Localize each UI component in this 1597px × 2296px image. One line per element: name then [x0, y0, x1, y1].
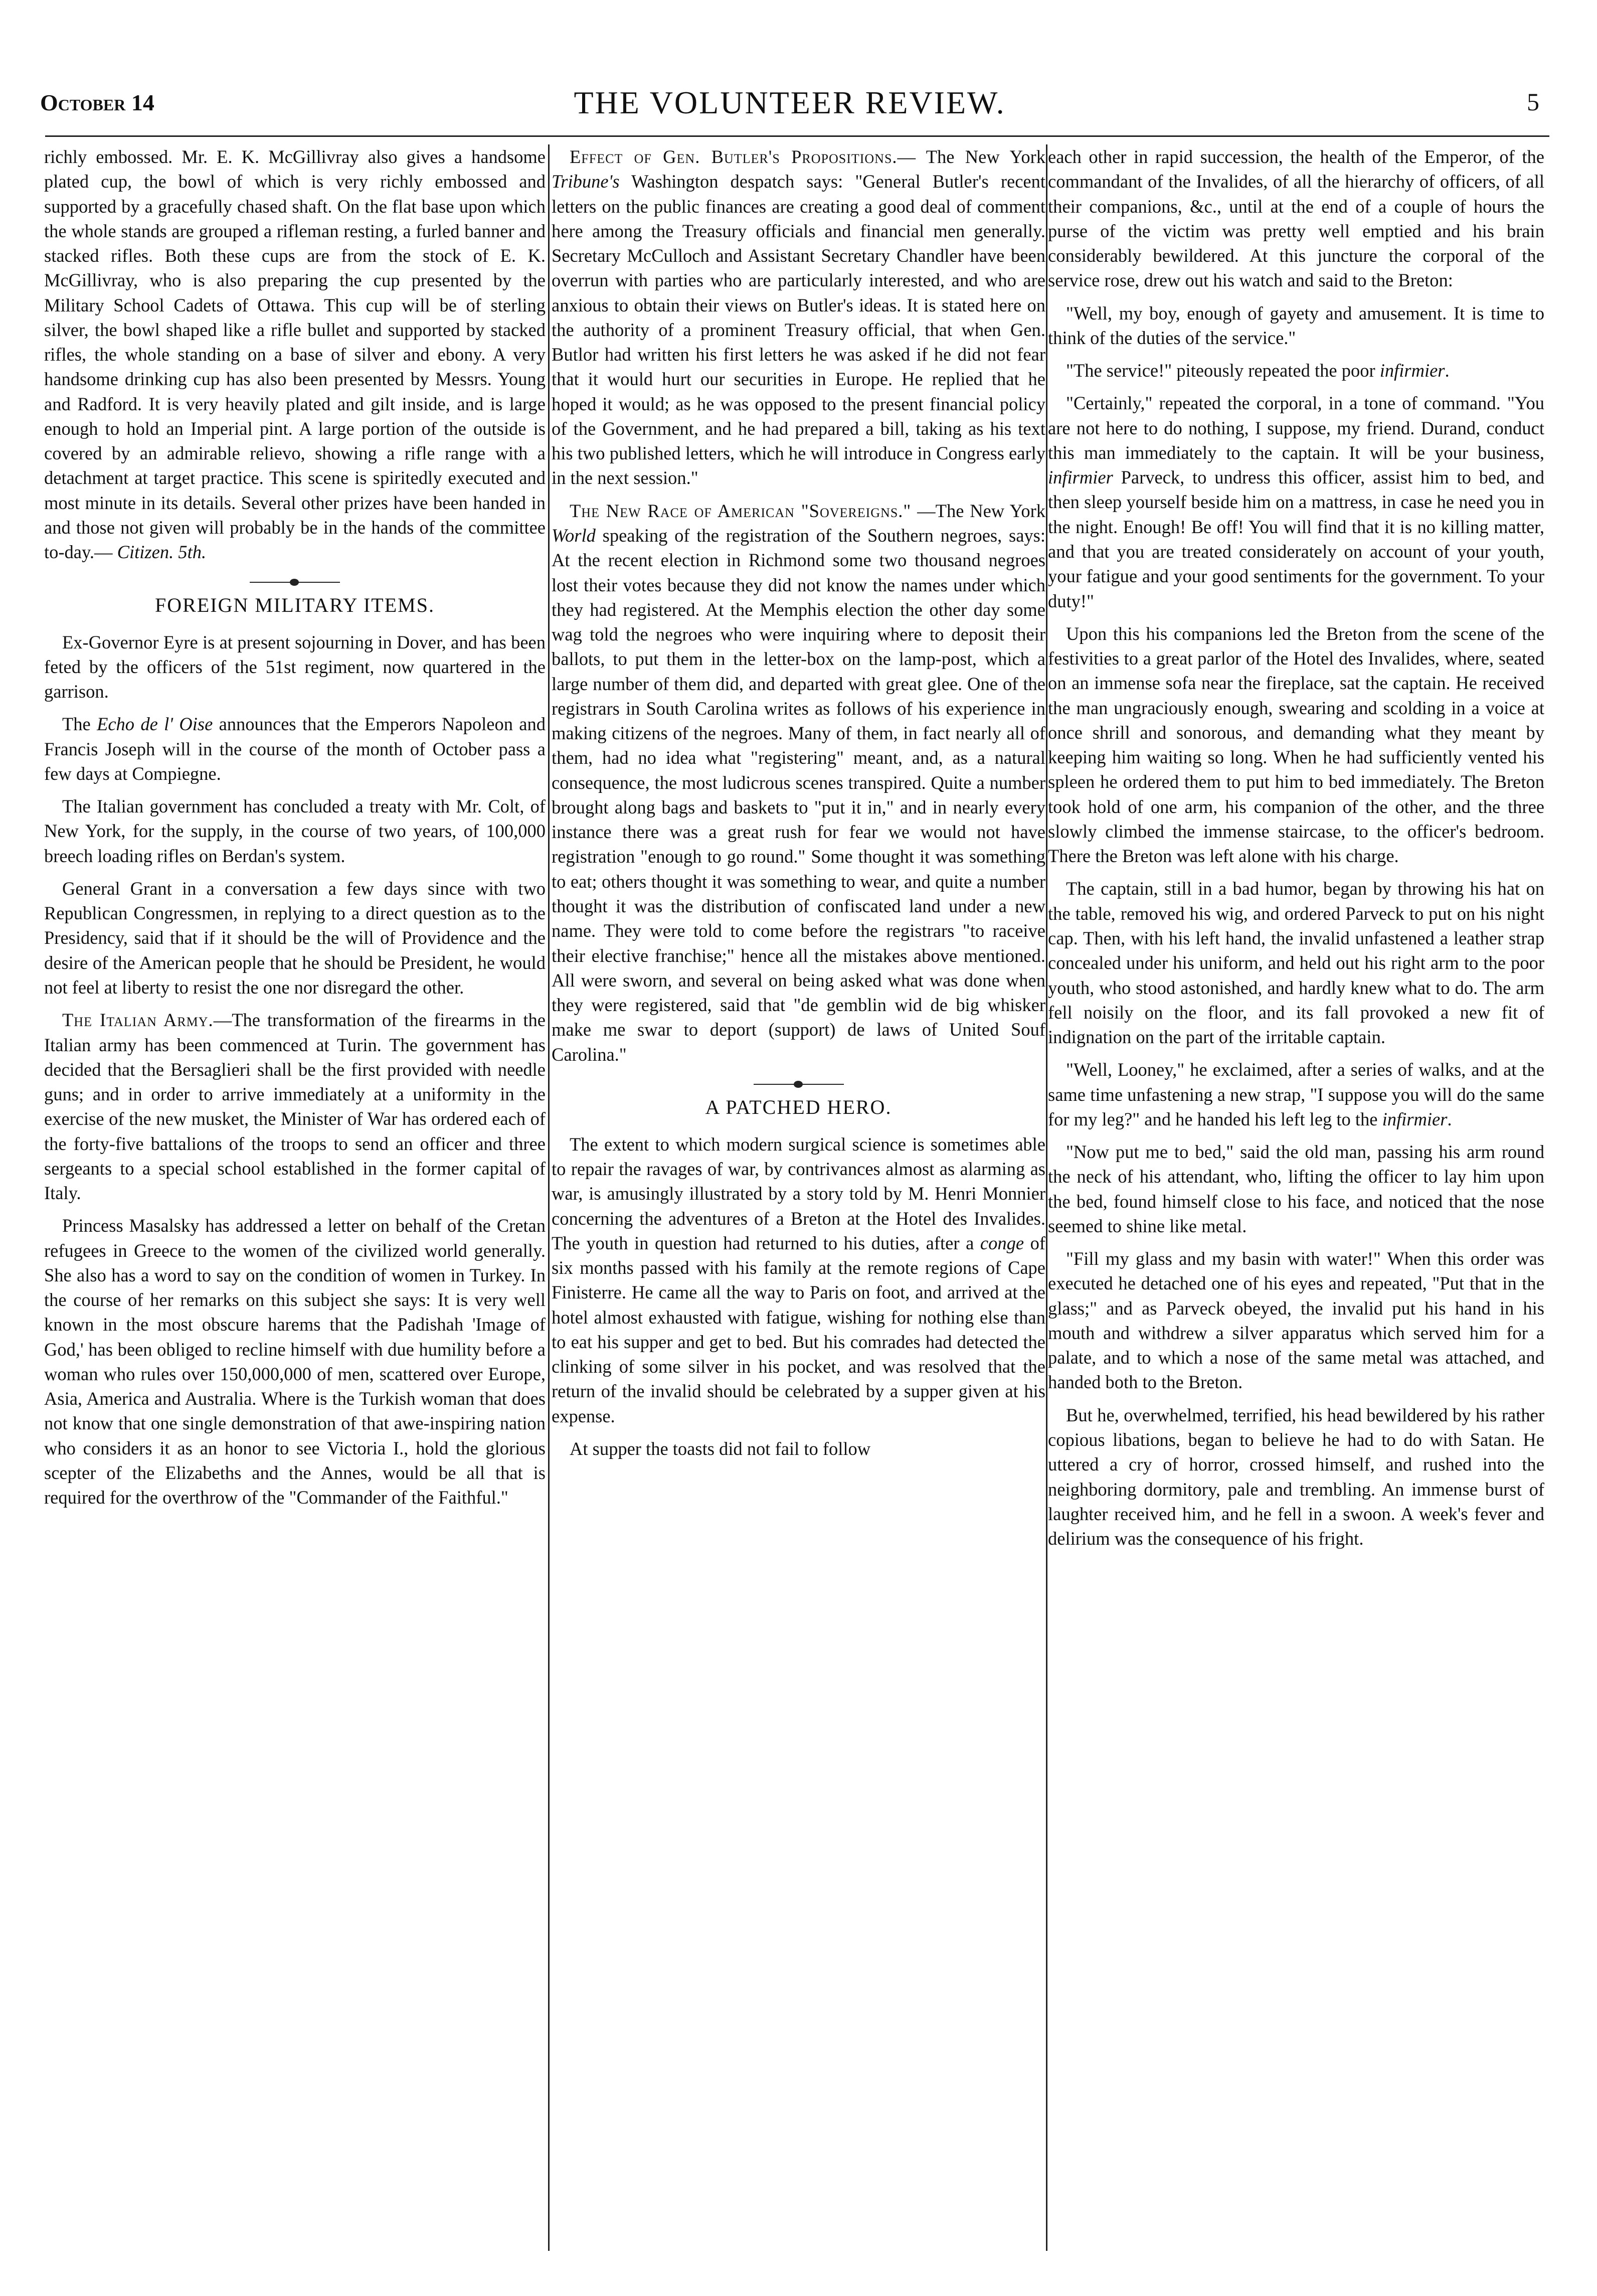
- paragraph-text: richly embossed. Mr. E. K. McGillivray also gives a handsome plated cup, the bowl of which is very richly embossed and supported by a gracefully chased shaft. On the flat base upon which the whole stands are grouped a rifleman resting, a furled banner and stacked rifles. Both these cups are from the stock of E. K. McGillivray, who is also preparing the cup presented by the Military School Cadets of Ottawa. This cup will be of sterling silver, the bowl shaped like a rifle bullet and supported by stacked rifles, the whole standing on a base of silver and ebony. A very handsome drinking cup has also been presented by Messrs. Young and Radford. It is very heavily plated and gilt inside, and is large enough to hold an Imperial pint. A large portion of the outside is covered by an admirable relievo, showing a rifle range with a detachment at target practice. This scene is spiritedly executed and most minute in its details. Several other prizes have been handed in and those not given will probably be in the hands of the committee to-day.—: [44, 146, 546, 563]
- article-paragraph: "Fill my glass and my basin with water!" When this order was executed he detached one of his eyes and repeated, "Put that in the glass;" and as Parveck obeyed, the invalid put his hand in his mouth and withdrew a silver apparatus which served him for a palate, and to which a nose of the same metal was attached, and handed both to the Breton.: [1048, 1248, 1544, 1393]
- paragraph-text: "Well, Looney," he exclaimed, after a series of walks, and at the same time unfastening a new strap, "I suppose you will do the same for my leg?" and he handed his left leg to the: [1048, 1059, 1544, 1129]
- column-2: [552, 144, 1045, 2251]
- page-number: 5: [1527, 88, 1539, 116]
- masthead-rule: [45, 135, 1549, 137]
- article-source: Citizen. 5th.: [117, 542, 207, 563]
- article-paragraph: [1048, 358, 1544, 383]
- paragraph-text: The: [62, 714, 97, 735]
- issue-date: October 14: [40, 90, 154, 115]
- article-paragraph: [552, 499, 1045, 1067]
- paragraph-text: The extent to which modern surgical science is sometimes able to repair the ravages of war, by contrivances almost as alarming as war, is amusingly illustrated by a story told by M. Henri Monnier concerning the adventures of a Breton at the Hotel des Invalides. The youth in question had returned to his duties, after a: [552, 1133, 1045, 1253]
- italic-word: infirmier: [1382, 1108, 1448, 1129]
- paragraph-text: of six months passed with his family at the remote regions of Cape Finisterre. He came all the way to Paris on foot, and arrived at the hotel almost exhausted with fatigue, wishing for nothing else than to eat his supper and get to bed. But his comrades had detected the clinking of some silver in his pocket, and was resolved that the return of the invalid should be celebrated by a supper given at his expense.: [552, 1232, 1045, 1426]
- section-heading-a-patched-hero: A PATCHED HERO.: [705, 1095, 892, 1118]
- italic-title: World: [552, 525, 596, 546]
- paragraph-text: .: [1445, 360, 1450, 381]
- paragraph-text: Parveck, to undress this officer, assist him to bed, and then sleep yourself beside him on a mattress, in case he need you in the night. Enough! Be off! You will find that it is no killing matter, and that you are treated considerately on account of your youth, your fatigue and your good sentiments for the government. To your duty!": [1048, 467, 1544, 611]
- section-separator: [250, 582, 340, 583]
- article-paragraph: Ex-Governor Eyre is at present sojourning in Dover, and has been feted by the officers of the 51st regiment, now quartered in the garrison.: [44, 631, 546, 702]
- article-paragraph: But he, overwhelmed, terrified, his head bewildered by his rather copious libations, began to believe he had to do with Satan. He uttered a cry of horror, crossed himself, and rushed into the neighboring dormitory, pale and trembling. An immense burst of laughter received him, and he fell in a swoon. A week's fever and delirium was the consequence of his fright.: [1048, 1404, 1544, 1549]
- section-heading-foreign-military-items: FOREIGN MILITARY ITEMS.: [155, 593, 435, 616]
- article-paragraph: The Italian government has concluded a treaty with Mr. Colt, of New York, for the supply, in the course of two years, of 100,000 breech loading rifles on Berdan's system.: [44, 796, 546, 866]
- italic-word: infirmier: [1379, 360, 1445, 381]
- column-divider: [1046, 144, 1047, 2251]
- article-paragraph: [44, 712, 546, 786]
- italic-word: infirmier: [1048, 467, 1113, 488]
- paragraph-text: "Certainly," repeated the corporal, in a tone of command. "You are not here to do nothing, I suppose, my friend. Durand, conduct this man immediately to the captain. It will be your business,: [1048, 393, 1544, 463]
- column-1: [44, 144, 546, 2251]
- paragraph-text: —The transformation of the firearms in the Italian army has been commenced at Turin. The government has decided that the Bersaglieri shall be the first provided with needle guns; and in order to arrive immediately at a uniformity in the exercise of the new musket, the Minister of War has ordered each of the forty-five battalions of the troops to send an officer and three sergeants to a special school established in the former capital of Italy.: [44, 1010, 546, 1204]
- article-paragraph: At supper the toasts did not fail to follow: [570, 1438, 871, 1459]
- paragraph-text: Washington despatch says: "General Butler's recent letters on the public finances are creating a good deal of comment here among the Treasury officials and financial men generally. Secretary McCulloch and Assistant Secretary Chandler have been overrun with parties who are particularly interested, and who are anxious to obtain their views on Butler's ideas. It is stated here on the authority of a prominent Treasury official, that when Gen. Butlor had written his first letters he was asked if he did not fear that it would hurt our securities in Europe. He replied that he hoped it would; as he was opposed to the present financial policy of the Government, and he had prepared a bill, taking as his text his two published letters, which he will introduce in Congress early in the next session.": [552, 171, 1045, 488]
- paragraph-text: —The New York: [911, 500, 1045, 521]
- paragraph-text: — The New York: [897, 146, 1045, 167]
- article-paragraph: [44, 144, 546, 565]
- paragraph-text: announces that the Emperors Napoleon and Francis Joseph will in the course of the month of October pass a few days at Compiegne.: [44, 714, 546, 784]
- section-separator: [754, 1084, 844, 1085]
- column-divider: [548, 144, 550, 2251]
- article-paragraph: Upon this his companions led the Breton from the scene of the festivities to a great parlor of the Hotel des Invalides, where, seated on an immense sofa near the fireplace, sat the captain. He received the man ungraciously enough, swearing and scolding in a voice at once shrill and sonorous, and demanding what they meant by keeping him waiting so long. When he had sufficiently vented his spleen he ordered them to put him to bed immediately. The Breton took hold of one arm, his companion of the other, and the three slowly climbed the immense staircase, to the officer's bedroom. There the Breton was left alone with his charge.: [1048, 623, 1544, 867]
- article-paragraph: [552, 1132, 1045, 1428]
- article-paragraph: [1048, 1057, 1544, 1131]
- paragraph-lead: Effect of Gen. Butler's Propositions.: [570, 146, 898, 167]
- newspaper-title: THE VOLUNTEER REVIEW.: [574, 85, 1006, 120]
- italic-word: conge: [980, 1232, 1024, 1253]
- italic-title: Echo de l' Oise: [97, 714, 213, 735]
- article-paragraph: The captain, still in a bad humor, began by throwing his hat on the table, removed his wig, and ordered Parveck to put on his night cap. Then, with his left hand, the invalid unfastened a leather strap concealed under his uniform, and held out his right arm to the poor youth, who stood astonished, and hardly knew what to do. The arm fell noisily on the floor, and its fall provoked a new fit of indignation on the part of the irritable captain.: [1048, 878, 1544, 1048]
- article-paragraph: General Grant in a conversation a few days since with two Republican Congressmen, in replying to a direct question as to the Presidency, said that if it should be the will of Providence and the desire of the American people that he should be President, he would not feel at liberty to resist the one nor disregard the other.: [44, 878, 546, 998]
- article-paragraph: each other in rapid succession, the health of the Emperor, of the commandant of the Invalides, of all the hierarchy of officers, of all their companions, &c., until at the end of a couple of hours the purse of the victim was pretty well emptied and his brain considerably bewildered. At this juncture the corporal of the service rose, drew out his watch and said to the Breton:: [1048, 146, 1544, 291]
- article-paragraph: "Now put me to bed," said the old man, passing his arm round the neck of his attendant, who, lifting the officer to lay him upon the bed, found himself close to his face, and noticed that the nose seemed to shine like metal.: [1048, 1141, 1544, 1236]
- article-paragraph: Princess Masalsky has addressed a letter on behalf of the Cretan refugees in Greece to the women of the civilized world generally. She also has a word to say on the condition of women in Turkey. In the course of her remarks on this subject she says: It is very well known in the most obscure harems that the Padishah 'Image of God,' has been obliged to recline himself with due humility before a woman who rules over 150,000,000 of men, scattered over Europe, Asia, America and Australia. Where is the Turkish woman that does not know that one single demonstration of that awe-inspiring nation who considers it as an honor to see Victoria I., hold the glorious scepter of the Elizabeths and the Annes, would be all that is required for the overthrow of the "Commander of the Faithful.": [44, 1215, 546, 1508]
- article-paragraph: [1048, 391, 1544, 613]
- paragraph-text: speaking of the registration of the Southern negroes, says: At the recent election in Richmond some two thousand negroes lost their votes because they did not know the names under which they had registered. At the Memphis election the other day some wag told the negroes who were inquiring where to deposit their ballots, to put them in the letter-box on the lamp-post, which a large number of them did, and departed with great glee. One of the registrars in South Carolina writes as follows of his experience in making citizens of the negroes. Many of them, in fact nearly all of them, had no idea what "registering" meant, and, as a natural consequence, the most ludicrous scenes transpired. Quite a number brought along bags and baskets to "put it in," and in nearly every instance there was a great rush for fear we would not have registration "enough to go round." Some thought it was something to eat; others thought it was something to wear, and quite a number thought it was the distribution of confiscated land under a new name. They were told to come before the registrars "to raceive their elective franchise;" hence all the mistakes above mentioned. All were sworn, and several on being asked what was done when they were registered, said that "de gemblin wid de big whisker make me swar to deport (support) de laws of United Souf Carolina.": [552, 525, 1045, 1065]
- paragraph-text: "The service!" piteously repeated the poor: [1066, 360, 1380, 381]
- paragraph-lead: The Italian Army.: [62, 1010, 214, 1031]
- article-paragraph: [552, 144, 1045, 490]
- column-3: [1048, 144, 1544, 2251]
- article-paragraph: [44, 1008, 546, 1205]
- paragraph-text: .: [1447, 1108, 1452, 1129]
- masthead: [40, 79, 1539, 139]
- italic-title: Tribune's: [552, 171, 620, 192]
- article-paragraph: "Well, my boy, enough of gayety and amusement. It is time to think of the duties of the service.": [1048, 302, 1544, 348]
- paragraph-lead: The New Race of American "Sovereigns.": [570, 500, 912, 521]
